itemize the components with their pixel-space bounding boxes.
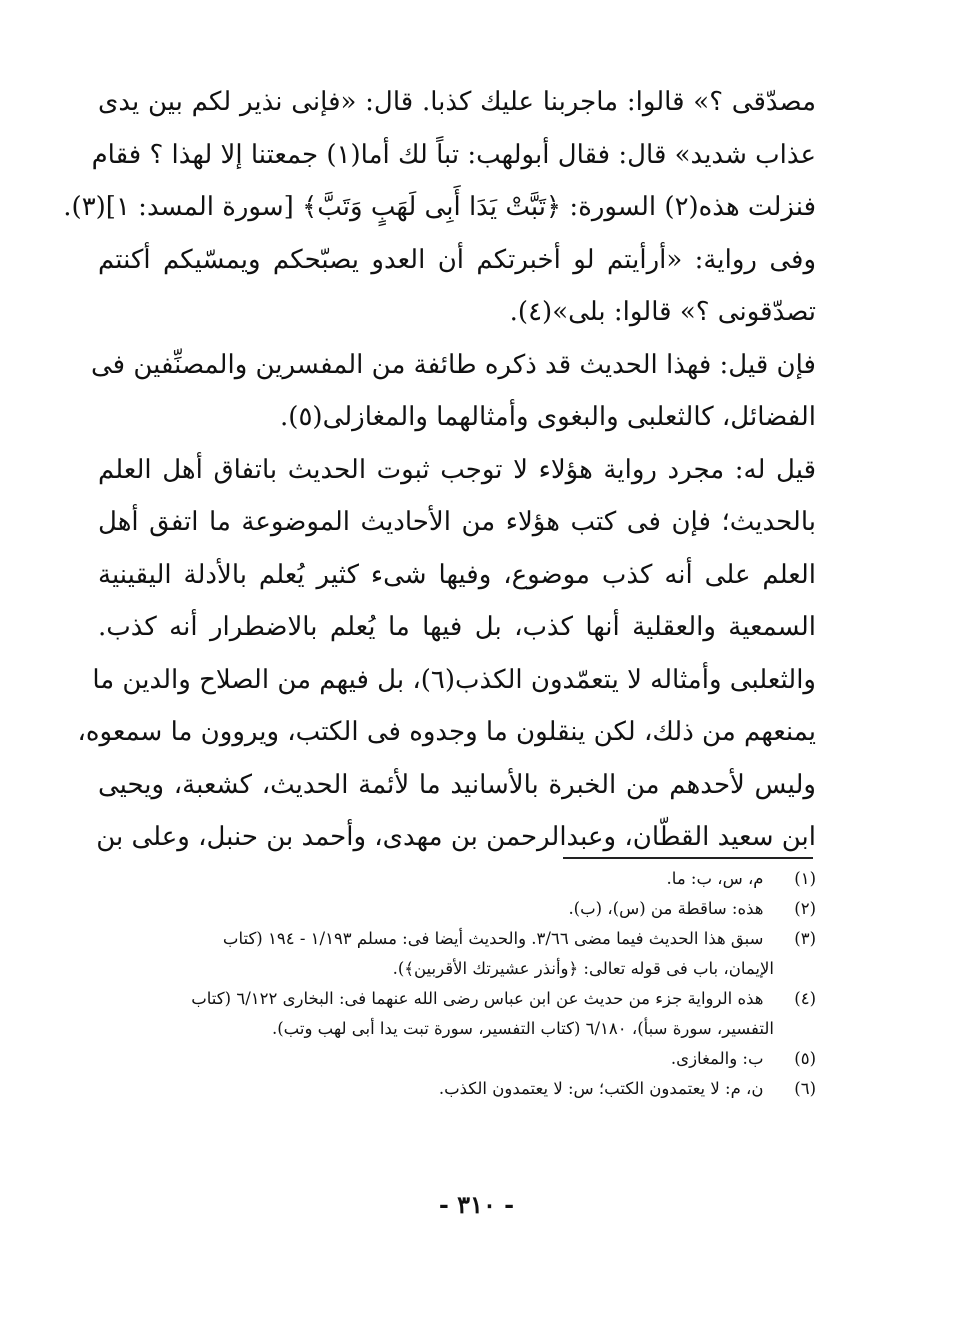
footnote-number: (٣)	[794, 929, 816, 948]
footnote-text: سبق هذا الحديث فيما مضى ٣/٦٦. والحديث أيضا فى: مسلم ١/١٩٣ - ١٩٤ (كتاب	[222, 929, 764, 948]
text-line: العلم على أنه كذب موضوع، وفيها شىء كثير يُعلم بالأدلة اليقينية	[98, 559, 816, 590]
footnote-line	[104, 1044, 816, 1074]
text-line: الفضائل، كالثعلبى والبغوى وأمثالهما والمغازلى(٥).	[280, 402, 816, 432]
footnote-line	[104, 924, 816, 954]
text-line: السمعية والعقلية أنها كذب، بل فيها ما يُعلم بالاضطرار أنه كذب.	[98, 612, 816, 642]
footnote-line	[104, 1014, 816, 1044]
text-line: تصدّقونى ؟» قالوا: بلى»(٤).	[509, 297, 816, 327]
text-line: والثعلبى وأمثاله لا يتعمّدون الكذب(٦)، بل فيهم من الصلاح والدين ما	[92, 664, 816, 695]
main-text	[63, 76, 816, 864]
footnote-text: الإيمان، باب فى قوله تعالى: ﴿وأنذر عشيرتك الأقربين﴾).	[392, 959, 774, 978]
footnote-number: (٥)	[794, 1049, 816, 1068]
footnote-line	[104, 984, 816, 1014]
footnote-line	[104, 864, 816, 894]
footnote-line	[104, 894, 816, 924]
footnotes	[104, 864, 816, 1104]
text-line: مصدّقى ؟» قالوا: ماجربنا عليك كذبا. قال: «فإنى نذير لكم بين يدى	[98, 87, 816, 117]
footnote-line	[104, 954, 816, 984]
footnote-text: ب: والمغازى.	[670, 1049, 764, 1068]
footnote-text: هذه الرواية جزء من حديث عن ابن عباس رضى الله عنهما فى: البخارى ٦/١٢٢ (كتاب	[191, 989, 764, 1008]
text-line: ابن سعيد القطّان، وعبدالرحمن بن مهدى، وأحمد بن حنبل، وعلى بن	[96, 822, 816, 852]
footnote-text: م، س، ب: ما.	[666, 869, 764, 888]
footnote-text: التفسير، سورة سبأ)، ٦/١٨٠ (كتاب التفسير، سورة تبت يدا أبى لهب وتب).	[271, 1019, 774, 1038]
page-number: - ٣١٠ -	[438, 1190, 515, 1219]
footnote-text: ن، م: لا يعتمدون الكتب؛ س: لا يعتمدون الكذب.	[438, 1079, 764, 1098]
footnote-number: (٤)	[794, 989, 816, 1008]
footnote-number: (٦)	[794, 1079, 816, 1098]
footnote-text: هذه: ساقطة من (س)، (ب).	[568, 899, 764, 918]
footnote-number: (١)	[794, 869, 816, 888]
text-line: يمنعهم من ذلك، لكن ينقلون ما وجدوه فى الكتب، ويروون ما سمعوه،	[77, 717, 816, 747]
text-line: وليس لأحدهم من الخبرة بالأسانيد ما لأئمة الحديث، كشعبة، ويحيى	[98, 769, 816, 800]
text-line: بالحديث؛ فإن فى كتب هؤلاء من الأحاديث الموضوعة ما اتفق أهل	[98, 507, 816, 537]
text-line: وفى رواية: «أرأيتم لو أخبرتكم أن العدو يصبّحكم ويمسّيكم أكنتم	[98, 244, 816, 275]
footnote-number: (٢)	[794, 899, 816, 918]
text-line: فنزلت هذه(٢) السورة: ﴿تَبَّتْ يَدَا أَبِى لَهَبٍ وَتَبَّ﴾ [سورة المسد: ١](٣).	[63, 192, 816, 222]
text-line: قيل له: مجرد رواية هؤلاء لا توجب ثبوت الحديث باتفاق أهل العلم	[98, 454, 816, 485]
text-line: عذاب شديد» قال: فقال أبولهب: تباً لك أما(١) جمعتنا إلا لهذا ؟ فقام	[91, 139, 816, 170]
text-line: فإن قيل: فهذا الحديث قد ذكره طائفة من المفسرين والمصنِّفين فى	[90, 349, 816, 380]
footnote-line	[104, 1074, 816, 1104]
footnote-separator	[563, 857, 813, 859]
